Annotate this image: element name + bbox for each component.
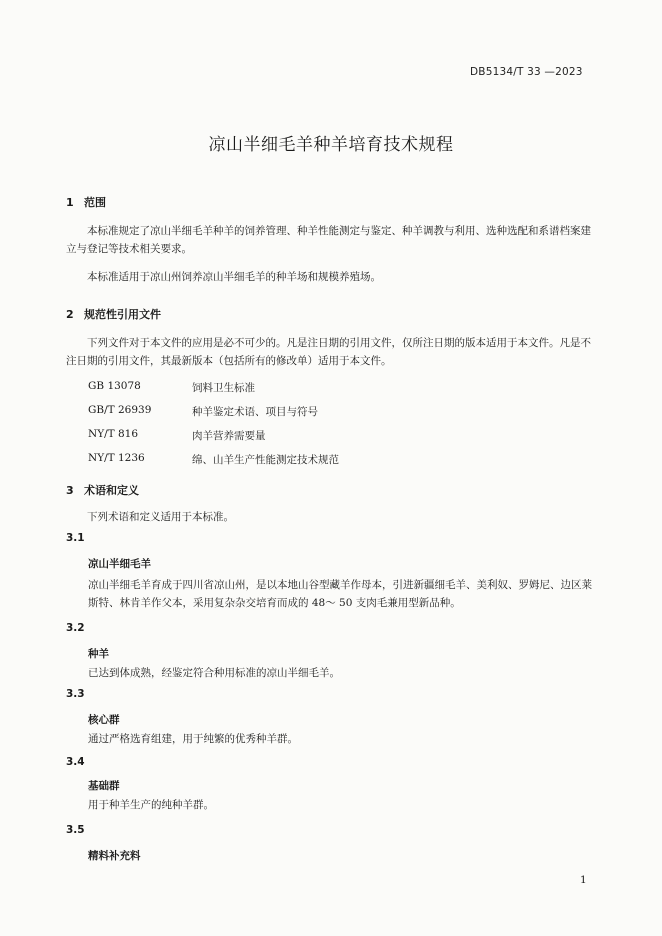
term-name: 精料补充料: [88, 850, 141, 862]
term-name: 种羊: [88, 648, 109, 660]
section-number: 3: [66, 484, 74, 497]
reference-title: 饲料卫生标准: [192, 382, 255, 394]
reference-title: 种羊鉴定术语、项目与符号: [192, 406, 318, 418]
section-heading-normative-references: [66, 306, 161, 322]
term-name: 凉山半细毛羊: [88, 558, 151, 570]
term-number: 3.1: [66, 532, 85, 544]
term-definition: 用于种羊生产的纯种羊群。: [88, 799, 214, 811]
document-number: DB5134/T 33 —2023: [470, 66, 583, 78]
term-number: 3.5: [66, 824, 85, 836]
reference-title: 绵、山羊生产性能测定技术规范: [192, 454, 339, 466]
term-number: 3.4: [66, 756, 85, 768]
scope-paragraph-1: 本标准规定了凉山半细毛羊种羊的饲养管理、种羊性能测定与鉴定、种羊调教与利用、选种选配和系谱档案建立与登记等技术相关要求。: [66, 225, 591, 255]
reference-title: 肉羊营养需要量: [192, 430, 266, 442]
page-number: 1: [580, 874, 587, 886]
reference-code: NY/T 816: [88, 428, 139, 440]
reference-code: GB/T 26939: [88, 404, 152, 416]
section-heading-scope: [66, 194, 106, 210]
scope-paragraph-2: 本标准适用于凉山州饲养凉山半细毛羊的种羊场和规模养殖场。: [87, 271, 381, 283]
section-title: 规范性引用文件: [84, 308, 161, 321]
term-number: 3.2: [66, 622, 85, 634]
references-paragraph: 下列文件对于本文件的应用是必不可少的。凡是注日期的引用文件，仅所注日期的版本适用于本文件。凡是不注日期的引用文件，其最新版本（包括所有的修改单）适用于本文件。: [66, 337, 591, 367]
section-title: 范围: [84, 196, 106, 209]
reference-code: GB 13078: [88, 380, 141, 392]
terms-intro: 下列术语和定义适用于本标准。: [87, 511, 234, 523]
section-number: 1: [66, 196, 74, 209]
section-number: 2: [66, 308, 74, 321]
term-number: 3.3: [66, 688, 85, 700]
term-definition: 通过严格选育组建，用于纯繁的优秀种羊群。: [88, 733, 298, 745]
document-title: 凉山半细毛羊种羊培育技术规程: [208, 135, 454, 155]
section-title: 术语和定义: [84, 484, 139, 497]
term-definition: 已达到体成熟，经鉴定符合种用标准的凉山半细毛羊。: [88, 667, 340, 679]
term-definition: 凉山半细毛羊育成于四川省凉山州，是以本地山谷型藏羊作母本，引进新疆细毛羊、美利奴、罗姆尼、边区莱斯特、林肯羊作父本，采用复杂杂交培育而成的 48～ 50 支肉毛兼用型新品种。: [88, 579, 592, 609]
reference-code: NY/T 1236: [88, 452, 145, 464]
term-name: 基础群: [88, 780, 120, 792]
section-heading-terms: [66, 482, 139, 498]
term-name: 核心群: [88, 714, 120, 726]
